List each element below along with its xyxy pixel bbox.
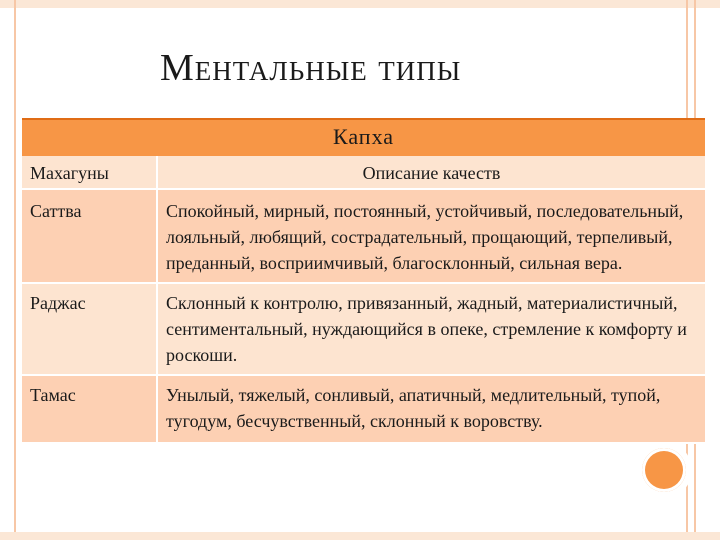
row-name: Тамас bbox=[30, 385, 76, 405]
table-header-title: Капха bbox=[332, 124, 395, 149]
table-row bbox=[22, 284, 705, 376]
column-header-description: Описание качеств bbox=[156, 156, 705, 188]
row-description: Склонный к контролю, привязанный, жадный, материалистичный, сентиментальный, нуждающийся в опеке, стремление к комфорту и роскоши. bbox=[156, 284, 705, 374]
frame-left-line bbox=[14, 0, 16, 540]
table-row bbox=[22, 376, 705, 444]
row-description: Спокойный, мирный, постоянный, устойчивый, последовательный, лояльный, любящий, сострадательный, прощающий, терпеливый, преданный, восприимчивый, благосклонный, сильная вера. bbox=[156, 190, 705, 282]
gunas-table bbox=[22, 118, 705, 444]
row-name: Саттва bbox=[30, 201, 82, 221]
column-header-name: Махагуны bbox=[30, 163, 109, 183]
frame-bottom-band bbox=[0, 532, 720, 540]
column-header-row bbox=[22, 156, 705, 190]
table-header-band bbox=[22, 118, 705, 156]
slide-title: Ментальные типы bbox=[160, 47, 462, 89]
row-description: Унылый, тяжелый, сонливый, апатичный, медлительный, тупой, тугодум, бесчувственный, склонный к воровству. bbox=[156, 376, 705, 442]
frame-top-band bbox=[0, 0, 720, 8]
decor-circle bbox=[642, 448, 686, 492]
table-row bbox=[22, 190, 705, 284]
row-name: Раджас bbox=[30, 293, 86, 313]
